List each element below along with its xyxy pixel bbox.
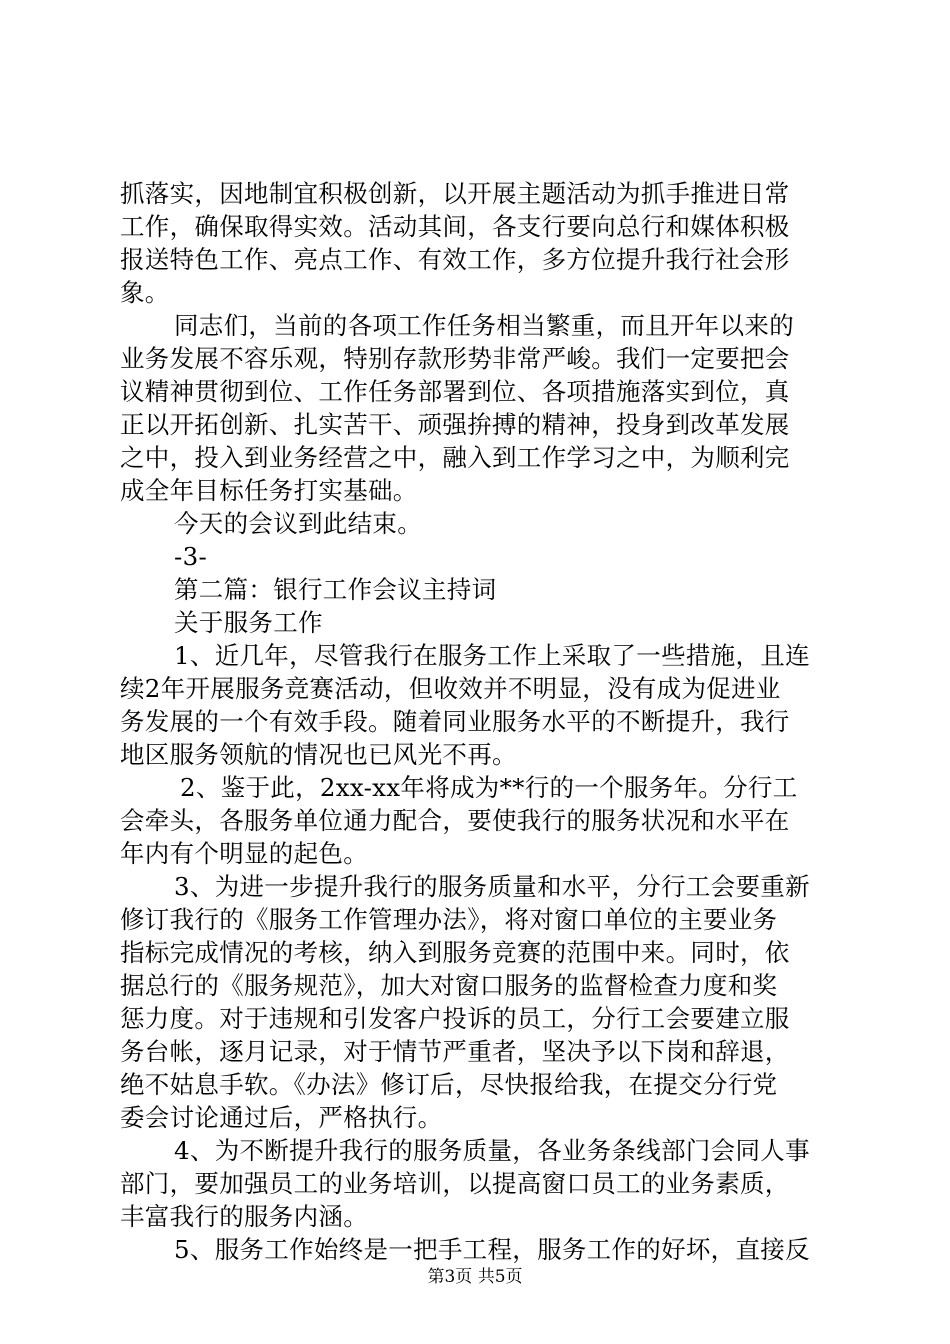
body-line: 续2年开展服务竞赛活动，但收效并不明显，没有成为促进业 bbox=[120, 674, 781, 703]
body-line: 丰富我行的服务内涵。 bbox=[120, 1202, 368, 1231]
body-line: 之中，投入到业务经营之中，融入到工作学习之中，为顺利完 bbox=[120, 443, 790, 472]
paragraph-first-line: 同志们，当前的各项工作任务相当繁重，而且开年以来的 bbox=[174, 311, 794, 340]
section-subtitle: 关于服务工作 bbox=[174, 608, 323, 637]
body-line: 报送特色工作、亮点工作、有效工作，多方位提升我行社会形 bbox=[120, 245, 790, 274]
paragraph-first-line: 3、为进一步提升我行的服务质量和水平，分行工会要重新 bbox=[174, 872, 810, 901]
paragraph-first-line: 5、服务工作始终是一把手工程，服务工作的好坏，直接反 bbox=[174, 1235, 810, 1264]
body-line: 绝不姑息手软。《办法》修订后，尽快报给我，在提交分行党 bbox=[120, 1070, 778, 1099]
body-line: 象。 bbox=[120, 278, 170, 307]
body-line: 成全年目标任务打实基础。 bbox=[120, 476, 418, 505]
body-line: 会牵头，各服务单位通力配合，要使我行的服务状况和水平在 bbox=[120, 806, 790, 835]
body-line: 业务发展不容乐观，特别存款形势非常严峻。我们一定要把会 bbox=[120, 344, 790, 373]
body-line: 抓落实，因地制宜积极创新，以开展主题活动为抓手推进日常 bbox=[120, 179, 790, 208]
closing-line: 今天的会议到此结束。 bbox=[174, 509, 422, 538]
body-line: 指标完成情况的考核，纳入到服务竞赛的范围中来。同时，依 bbox=[120, 938, 790, 967]
paragraph-first-line: 4、为不断提升我行的服务质量，各业务条线部门会同人事 bbox=[174, 1136, 810, 1165]
section-title: 第二篇：银行工作会议主持词 bbox=[174, 575, 497, 604]
body-line: 据总行的《服务规范》，加大对窗口服务的监督检查力度和奖 bbox=[120, 971, 778, 1000]
paragraph-first-line: 1、近几年，尽管我行在服务工作上采取了一些措施，且连 bbox=[174, 641, 810, 670]
body-line: 议精神贯彻到位、工作任务部署到位、各项措施落实到位，真 bbox=[120, 377, 790, 406]
body-line: 年内有个明显的起色。 bbox=[120, 839, 368, 868]
page-marker: -3- bbox=[174, 542, 208, 571]
body-line: 地区服务领航的情况也已风光不再。 bbox=[120, 740, 517, 769]
body-line: 正以开拓创新、扎实苦干、顽强拚搏的精神，投身到改革发展 bbox=[120, 410, 790, 439]
paragraph-first-line: 2、鉴于此，2xx-xx年将成为**行的一个服务年。分行工 bbox=[180, 773, 798, 802]
body-line: 委会讨论通过后，严格执行。 bbox=[120, 1103, 443, 1132]
body-line: 务台帐，逐月记录，对于情节严重者，坚决予以下岗和辞退， bbox=[120, 1037, 790, 1066]
body-line: 务发展的一个有效手段。随着同业服务水平的不断提升，我行 bbox=[120, 707, 790, 736]
body-line: 惩力度。对于违规和引发客户投诉的员工，分行工会要建立服 bbox=[120, 1004, 790, 1033]
body-line: 部门，要加强员工的业务培训，以提高窗口员工的业务素质， bbox=[120, 1169, 790, 1198]
page-footer: 第3页 共5页 bbox=[427, 1267, 523, 1287]
body-line: 工作，确保取得实效。活动其间，各支行要向总行和媒体积极 bbox=[120, 212, 790, 241]
body-line: 修订我行的《服务工作管理办法》，将对窗口单位的主要业务 bbox=[120, 905, 778, 934]
